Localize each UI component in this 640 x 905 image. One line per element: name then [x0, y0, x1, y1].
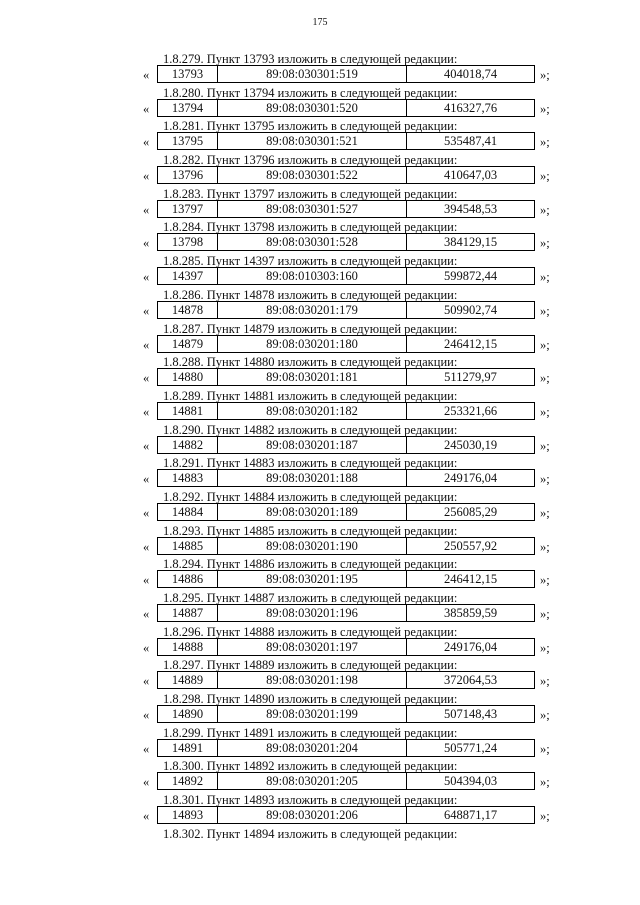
- cadastral-number-cell: 89:08:030301:520: [218, 100, 407, 116]
- opening-quote: «: [143, 438, 150, 453]
- closing-quote: »;: [540, 202, 550, 217]
- amendment-block: [0, 322, 640, 356]
- item-number-cell: 14886: [158, 571, 218, 587]
- amendment-block: [0, 86, 640, 120]
- cadastral-number-cell: 89:08:030201:204: [218, 740, 407, 756]
- value-cell: 504394,03: [443, 774, 498, 789]
- amendment-block: [0, 355, 640, 389]
- item-number-cell: 14887: [158, 605, 218, 621]
- cadastral-number-cell: 89:08:030301:519: [218, 66, 407, 82]
- table-row: [157, 99, 535, 117]
- table-row: [157, 402, 535, 420]
- opening-quote: «: [143, 101, 150, 116]
- cadastral-number-cell: 89:08:030301:528: [218, 234, 407, 250]
- item-number-cell: 14889: [158, 672, 218, 688]
- closing-quote: »;: [540, 607, 550, 621]
- amendment-block: [0, 557, 640, 591]
- amendment-block: [0, 692, 640, 726]
- closing-quote: »;: [540, 236, 550, 251]
- amendment-caption: 1.8.302. Пункт 14894 изложить в следующей редакции:: [163, 826, 458, 841]
- opening-quote: «: [143, 741, 150, 756]
- table-row: [157, 503, 535, 521]
- item-number-cell: 13795: [158, 133, 218, 149]
- table-row: [157, 436, 535, 454]
- cadastral-number-cell: 89:08:030301:521: [218, 133, 407, 149]
- value-cell: 535487,41: [443, 134, 498, 149]
- amendment-caption: 1.8.287. Пункт 14879 изложить в следующей редакции:: [163, 321, 458, 336]
- opening-quote: «: [143, 573, 150, 588]
- cadastral-number-cell: 89:08:030301:522: [218, 167, 407, 183]
- item-number-cell: 14888: [158, 639, 218, 655]
- closing-quote: »;: [540, 573, 550, 588]
- amendment-caption: 1.8.282. Пункт 13796 изложить в следующей редакции:: [163, 153, 458, 168]
- amendment-caption: 1.8.285. Пункт 14397 изложить в следующей редакции:: [163, 254, 458, 269]
- value-cell: 509902,74: [443, 302, 498, 317]
- value-cell: 394548,53: [443, 201, 498, 216]
- closing-quote: »;: [540, 135, 550, 150]
- cadastral-number-cell: 89:08:030201:189: [218, 504, 407, 520]
- amendment-block: [0, 288, 640, 322]
- amendment-caption: 1.8.300. Пункт 14892 изложить в следующей редакции:: [163, 759, 458, 774]
- amendment-block: [0, 658, 640, 692]
- amendment-caption: 1.8.281. Пункт 13795 изложить в следующей редакции:: [163, 119, 458, 134]
- table-row: [157, 638, 535, 656]
- opening-quote: «: [143, 202, 150, 217]
- opening-quote: «: [143, 236, 150, 251]
- amendment-caption: 1.8.297. Пункт 14889 изложить в следующей редакции:: [163, 658, 458, 673]
- amendment-block: [0, 187, 640, 221]
- table-row: [157, 132, 535, 150]
- amendment-caption: 1.8.296. Пункт 14888 изложить в следующей редакции:: [163, 624, 458, 639]
- final-amendment-block: [0, 827, 640, 843]
- table-row: [157, 166, 535, 184]
- closing-quote: »;: [540, 505, 550, 520]
- table-row: [157, 806, 535, 824]
- closing-quote: »;: [540, 809, 550, 824]
- table-row: [157, 233, 535, 251]
- opening-quote: «: [143, 775, 150, 790]
- amendment-caption: 1.8.284. Пункт 13798 изложить в следующей редакции:: [163, 220, 458, 235]
- value-cell: 511279,97: [444, 370, 497, 385]
- cadastral-number-cell: 89:08:030201:179: [218, 302, 407, 318]
- closing-quote: »;: [540, 775, 550, 790]
- table-row: [157, 368, 535, 386]
- table-row: [157, 739, 535, 757]
- closing-quote: »;: [540, 303, 550, 318]
- amendment-block: [0, 389, 640, 423]
- amendment-block: [0, 423, 640, 457]
- item-number-cell: 13796: [158, 167, 218, 183]
- value-cell: 256085,29: [443, 504, 498, 519]
- value-cell: 505771,24: [443, 740, 498, 755]
- closing-quote: »;: [540, 539, 550, 554]
- value-cell: 249176,04: [443, 471, 498, 486]
- table-row: [157, 469, 535, 487]
- amendment-block: [0, 625, 640, 659]
- table-row: [157, 705, 535, 723]
- amendment-block: [0, 726, 640, 760]
- opening-quote: «: [143, 640, 150, 655]
- amendment-block: [0, 490, 640, 524]
- closing-quote: »;: [540, 101, 550, 116]
- table-row: [157, 65, 535, 83]
- entries-container: [0, 52, 640, 827]
- opening-quote: «: [143, 135, 150, 150]
- amendment-block: [0, 591, 640, 625]
- item-number-cell: 13798: [158, 234, 218, 250]
- value-cell: 245030,19: [443, 437, 498, 452]
- amendment-block: [0, 220, 640, 254]
- table-row: [157, 301, 535, 319]
- cadastral-number-cell: 89:08:010303:160: [218, 268, 407, 284]
- table-row: [157, 200, 535, 218]
- item-number-cell: 13793: [158, 66, 218, 82]
- closing-quote: »;: [540, 674, 550, 689]
- opening-quote: «: [143, 809, 150, 824]
- item-number-cell: 14397: [158, 268, 218, 284]
- amendment-block: [0, 524, 640, 558]
- table-row: [157, 671, 535, 689]
- amendment-caption: 1.8.283. Пункт 13797 изложить в следующей редакции:: [163, 186, 458, 201]
- item-number-cell: 14885: [158, 538, 218, 554]
- closing-quote: »;: [540, 472, 550, 487]
- item-number-cell: 14880: [158, 369, 218, 385]
- value-cell: 507148,43: [443, 707, 498, 722]
- amendment-caption: 1.8.301. Пункт 14893 изложить в следующей редакции:: [163, 793, 458, 808]
- cadastral-number-cell: 89:08:030201:180: [218, 336, 407, 352]
- closing-quote: »;: [540, 169, 550, 184]
- cadastral-number-cell: 89:08:030201:205: [218, 773, 407, 789]
- opening-quote: «: [143, 505, 150, 520]
- closing-quote: »;: [540, 68, 550, 82]
- value-cell: 648871,17: [443, 808, 498, 823]
- opening-quote: «: [143, 169, 150, 184]
- opening-quote: «: [143, 472, 150, 487]
- amendment-block: [0, 254, 640, 288]
- item-number-cell: 14881: [158, 403, 218, 419]
- amendment-caption: 1.8.295. Пункт 14887 изложить в следующей редакции:: [163, 591, 458, 605]
- item-number-cell: 14879: [158, 336, 218, 352]
- amendment-caption: 1.8.289. Пункт 14881 изложить в следующей редакции:: [163, 388, 458, 403]
- table-row: [157, 772, 535, 790]
- cadastral-number-cell: 89:08:030201:187: [218, 437, 407, 453]
- value-cell: 246412,15: [443, 336, 498, 351]
- opening-quote: «: [143, 303, 150, 318]
- value-cell: 599872,44: [443, 269, 498, 284]
- closing-quote: »;: [540, 438, 550, 453]
- opening-quote: «: [143, 674, 150, 689]
- amendment-caption: 1.8.280. Пункт 13794 изложить в следующей редакции:: [163, 85, 458, 100]
- opening-quote: «: [143, 539, 150, 554]
- amendment-caption: 1.8.279. Пункт 13793 изложить в следующей редакции:: [163, 52, 458, 66]
- amendment-block: [0, 759, 640, 793]
- amendment-caption: 1.8.290. Пункт 14882 изложить в следующей редакции:: [163, 422, 458, 437]
- amendments-list: [0, 52, 640, 843]
- value-cell: 385859,59: [443, 606, 498, 620]
- value-cell: 410647,03: [443, 168, 498, 183]
- amendment-block: [0, 793, 640, 827]
- item-number-cell: 14892: [158, 773, 218, 789]
- closing-quote: »;: [540, 337, 550, 352]
- cadastral-number-cell: 89:08:030201:181: [218, 369, 407, 385]
- value-cell: 384129,15: [443, 235, 498, 250]
- cadastral-number-cell: 89:08:030201:195: [218, 571, 407, 587]
- closing-quote: »;: [540, 270, 550, 285]
- cadastral-number-cell: 89:08:030201:196: [218, 605, 407, 621]
- table-row: [157, 267, 535, 285]
- item-number-cell: 14883: [158, 470, 218, 486]
- value-cell: 372064,53: [443, 673, 498, 688]
- amendment-caption: 1.8.286. Пункт 14878 изложить в следующей редакции:: [163, 287, 458, 302]
- value-cell: 249176,04: [443, 639, 498, 654]
- amendment-block: [0, 456, 640, 490]
- opening-quote: «: [143, 607, 150, 621]
- cadastral-number-cell: 89:08:030201:188: [218, 470, 407, 486]
- amendment-block: [0, 119, 640, 153]
- table-row: [157, 570, 535, 588]
- cadastral-number-cell: 89:08:030201:198: [218, 672, 407, 688]
- value-cell: 253321,66: [443, 403, 498, 418]
- item-number-cell: 14882: [158, 437, 218, 453]
- cadastral-number-cell: 89:08:030201:197: [218, 639, 407, 655]
- opening-quote: «: [143, 404, 150, 419]
- closing-quote: »;: [540, 371, 550, 386]
- cadastral-number-cell: 89:08:030201:199: [218, 706, 407, 722]
- value-cell: 416327,76: [443, 100, 498, 115]
- amendment-block: [0, 153, 640, 187]
- amendment-caption: 1.8.292. Пункт 14884 изложить в следующей редакции:: [163, 489, 458, 504]
- item-number-cell: 14893: [158, 807, 218, 823]
- opening-quote: «: [143, 270, 150, 285]
- amendment-caption: 1.8.298. Пункт 14890 изложить в следующей редакции:: [163, 692, 458, 707]
- amendment-caption: 1.8.293. Пункт 14885 изложить в следующей редакции:: [163, 523, 458, 538]
- value-cell: 404018,74: [443, 67, 498, 81]
- opening-quote: «: [143, 68, 150, 82]
- item-number-cell: 13797: [158, 201, 218, 217]
- item-number-cell: 13794: [158, 100, 218, 116]
- amendment-block: [0, 52, 640, 86]
- amendment-caption: 1.8.291. Пункт 14883 изложить в следующей редакции:: [163, 456, 458, 471]
- closing-quote: »;: [540, 741, 550, 756]
- opening-quote: «: [143, 708, 150, 723]
- amendment-caption: 1.8.288. Пункт 14880 изложить в следующей редакции:: [163, 355, 458, 370]
- item-number-cell: 14884: [158, 504, 218, 520]
- cadastral-number-cell: 89:08:030201:206: [218, 807, 407, 823]
- amendment-caption: 1.8.299. Пункт 14891 изложить в следующей редакции:: [163, 725, 458, 740]
- closing-quote: »;: [540, 640, 550, 655]
- item-number-cell: 14890: [158, 706, 218, 722]
- item-number-cell: 14891: [158, 740, 218, 756]
- cadastral-number-cell: 89:08:030201:182: [218, 403, 407, 419]
- item-number-cell: 14878: [158, 302, 218, 318]
- closing-quote: »;: [540, 708, 550, 723]
- cadastral-number-cell: 89:08:030301:527: [218, 201, 407, 217]
- table-row: [157, 604, 535, 622]
- closing-quote: »;: [540, 404, 550, 419]
- value-cell: 250557,92: [443, 538, 498, 553]
- value-cell: 246412,15: [443, 572, 498, 587]
- table-row: [157, 537, 535, 555]
- opening-quote: «: [143, 337, 150, 352]
- table-row: [157, 335, 535, 353]
- opening-quote: «: [143, 371, 150, 386]
- cadastral-number-cell: 89:08:030201:190: [218, 538, 407, 554]
- page-number: 175: [312, 17, 328, 28]
- amendment-caption: 1.8.294. Пункт 14886 изложить в следующей редакции:: [163, 557, 458, 572]
